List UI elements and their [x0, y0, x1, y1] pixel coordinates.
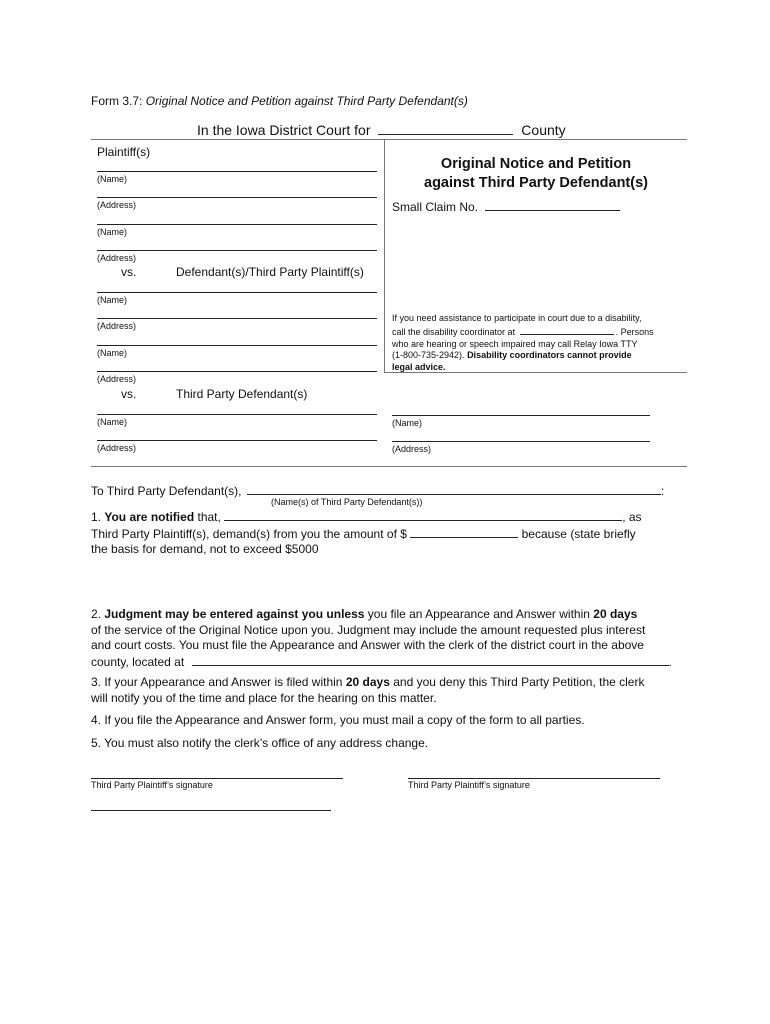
p1-as: , as	[622, 510, 642, 524]
box-bottom-line	[91, 466, 687, 467]
right-title-line-2: against Third Party Defendant(s)	[424, 175, 648, 191]
disability-line-4-b: Disability coordinators cannot provide	[467, 350, 632, 361]
disability-line-4-a: (1-800-735-2942).	[392, 350, 465, 361]
p2-line-3: and court costs. You must file the Appearance and Answer with the clerk of the district court in the above	[91, 638, 644, 652]
third-party-plaintiffs-field[interactable]	[224, 509, 622, 521]
disability-line-3: who are hearing or speech impaired may call Relay Iowa TTY	[392, 338, 638, 349]
defendant-address-label-1: (Address)	[97, 321, 137, 331]
signature-label-left: Third Party Plaintiff’s signature	[91, 780, 213, 790]
third-party-address-line-left[interactable]	[97, 440, 377, 441]
third-party-address-label-left: (Address)	[97, 443, 137, 453]
third-party-name-label-right: (Name)	[392, 418, 423, 428]
p2-line-4	[91, 654, 691, 671]
plaintiff-name-label-1: (Name)	[97, 174, 128, 184]
third-party-name-label-left: (Name)	[97, 417, 128, 427]
disability-line-4	[392, 350, 684, 362]
defendant-name-label-1: (Name)	[97, 295, 128, 305]
plaintiff-name-label-2: (Name)	[97, 227, 128, 237]
extra-signature-line[interactable]	[91, 810, 331, 811]
vs-label-2: vs.	[121, 387, 137, 401]
p1-num: 1.	[91, 510, 102, 524]
p3-days: 20 days	[345, 675, 390, 689]
to-line	[91, 483, 686, 498]
vs-label-1: vs.	[121, 265, 137, 279]
form-id: Form 3.7:	[91, 94, 143, 108]
court-location-field[interactable]	[192, 654, 669, 666]
defendants-label: Defendant(s)/Third Party Plaintiff(s)	[176, 265, 364, 279]
defendant-address-line-2[interactable]	[97, 371, 377, 372]
paragraph-5: 5. You must also notify the clerk’s office of any address change.	[91, 736, 429, 750]
signature-label-right: Third Party Plaintiff’s signature	[408, 780, 530, 790]
p2-days: 20 days	[593, 607, 638, 621]
disability-line-2	[392, 325, 684, 339]
signature-line-right[interactable]	[408, 778, 660, 779]
p2-line-1	[91, 607, 691, 623]
plaintiff-name-line-1[interactable]	[97, 171, 377, 172]
p1-line-2	[91, 526, 691, 543]
third-party-name-line-right[interactable]	[392, 415, 650, 416]
court-header	[197, 122, 566, 138]
names-caption: (Name(s) of Third Party Defendant(s))	[271, 497, 423, 507]
p2-line-4-text: county, located at	[91, 654, 185, 669]
paragraph-1	[91, 509, 691, 558]
box-divider	[384, 139, 385, 372]
plaintiff-name-line-2[interactable]	[97, 224, 377, 225]
plaintiff-address-line-1[interactable]	[97, 197, 377, 198]
p3-line-2: will notify you of the time and place for the hearing on this matter.	[91, 690, 437, 705]
paragraph-4: 4. If you file the Appearance and Answer form, you must mail a copy of the form to all parties.	[91, 713, 585, 727]
third-party-defendants-label: Third Party Defendant(s)	[176, 387, 308, 401]
third-party-address-line-right[interactable]	[392, 441, 650, 442]
disability-line-2-a: call the disability coordinator at	[392, 326, 516, 337]
defendant-name-line-1[interactable]	[97, 292, 377, 293]
paragraph-3	[91, 675, 691, 706]
court-suffix: County	[521, 122, 566, 138]
to-colon: :	[660, 484, 665, 498]
court-prefix: In the Iowa District Court for	[197, 122, 371, 138]
disability-line-1: If you need assistance to participate in court due to a disability,	[392, 313, 642, 323]
paragraph-2	[91, 607, 691, 670]
plaintiff-address-line-2[interactable]	[97, 250, 377, 251]
defendant-address-line-1[interactable]	[97, 318, 377, 319]
p2-text-a: you file an Appearance and Answer within	[367, 607, 590, 621]
plaintiff-address-label-2: (Address)	[97, 253, 137, 263]
p2-num: 2.	[91, 607, 102, 621]
p3-text-a: 3. If your Appearance and Answer is filed within	[91, 675, 343, 689]
plaintiffs-label: Plaintiff(s)	[97, 145, 151, 159]
defendant-name-label-2: (Name)	[97, 348, 128, 358]
disability-coordinator-field[interactable]	[520, 325, 614, 335]
form-title: Original Notice and Petition against Third Party Defendant(s)	[145, 94, 468, 108]
p1-bold: You are notified	[104, 510, 195, 524]
disability-line-2-b: . Persons	[615, 326, 654, 337]
p3-text-b: and you deny this Third Party Petition, the clerk	[393, 675, 645, 689]
p1-line-1	[91, 509, 691, 526]
signature-line-left[interactable]	[91, 778, 343, 779]
disability-line-5: legal advice.	[392, 362, 446, 373]
third-party-name-line-left[interactable]	[97, 414, 377, 415]
county-field[interactable]	[378, 123, 513, 135]
amount-field[interactable]	[410, 526, 518, 538]
disability-notice	[392, 313, 684, 374]
p1-line-2-a: Third Party Plaintiff(s), demand(s) from you the amount of $	[91, 526, 407, 541]
p2-line-2: of the service of the Original Notice upon you. Judgment may include the amount requested plus interest	[91, 622, 646, 637]
box-top-line	[91, 139, 687, 140]
p2-bold: Judgment may be entered against you unless	[104, 607, 365, 621]
third-party-defendants-names-field[interactable]	[247, 483, 661, 495]
p2-period: .	[668, 654, 672, 669]
p1-line-2-b: because (state briefly	[521, 526, 636, 541]
to-label: To Third Party Defendant(s),	[91, 484, 242, 498]
p1-line-3: the basis for demand, not to exceed $5000	[91, 542, 319, 556]
small-claim-number-field[interactable]	[485, 199, 620, 211]
defendant-name-line-2[interactable]	[97, 345, 377, 346]
third-party-address-label-right: (Address)	[392, 444, 432, 454]
defendant-address-label-2: (Address)	[97, 374, 137, 384]
p3-line-1	[91, 675, 691, 691]
small-claim-label: Small Claim No.	[392, 200, 479, 214]
plaintiff-address-label-1: (Address)	[97, 200, 137, 210]
small-claim	[392, 199, 620, 214]
right-title-line-1: Original Notice and Petition	[440, 156, 632, 172]
p1-that: that,	[197, 510, 221, 524]
form-header	[91, 94, 468, 108]
